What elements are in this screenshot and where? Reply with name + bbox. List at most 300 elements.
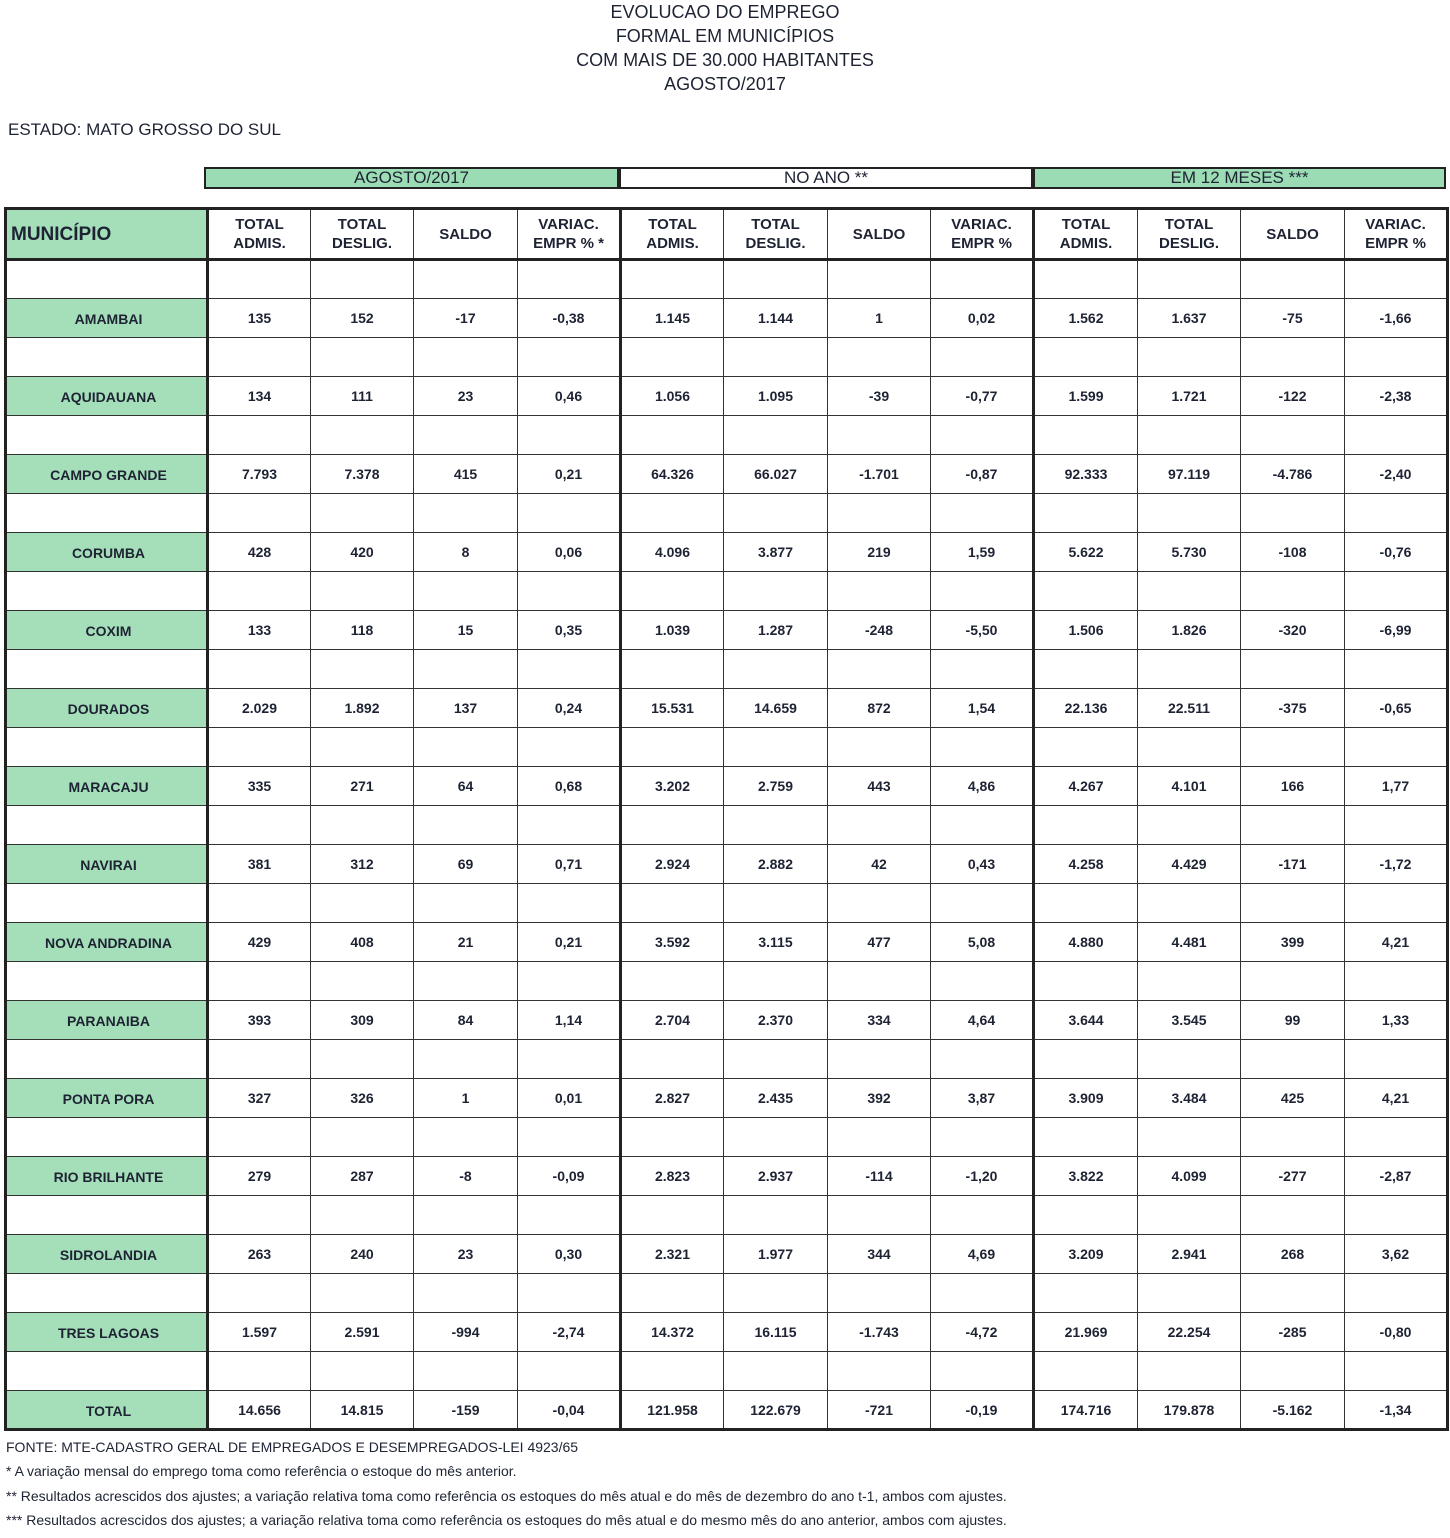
spacer-cell bbox=[1345, 416, 1448, 455]
spacer-cell bbox=[311, 884, 414, 923]
value-cell: -17 bbox=[414, 299, 518, 338]
municipio-name: MARACAJU bbox=[6, 767, 208, 806]
spacer-cell bbox=[931, 494, 1034, 533]
spacer-cell bbox=[1034, 962, 1138, 1001]
value-cell: 14.815 bbox=[311, 1391, 414, 1430]
spacer-row bbox=[6, 806, 1448, 845]
spacer-row bbox=[6, 1040, 1448, 1079]
spacer-cell bbox=[724, 494, 828, 533]
spacer-cell bbox=[1034, 728, 1138, 767]
spacer-cell bbox=[414, 260, 518, 299]
value-cell: 1,14 bbox=[518, 1001, 621, 1040]
spacer-cell bbox=[828, 884, 931, 923]
value-cell: 15 bbox=[414, 611, 518, 650]
value-cell: 14.659 bbox=[724, 689, 828, 728]
spacer-cell bbox=[1034, 1040, 1138, 1079]
band-year: NO ANO ** bbox=[619, 167, 1033, 189]
value-cell: -114 bbox=[828, 1157, 931, 1196]
report-title bbox=[0, 0, 1450, 96]
value-cell: -0,65 bbox=[1345, 689, 1448, 728]
spacer-cell bbox=[1034, 572, 1138, 611]
footer-source: FONTE: MTE-CADASTRO GERAL DE EMPREGADOS E DESEMPREGADOS-LEI 4923/65 bbox=[6, 1439, 579, 1455]
value-cell: 1.597 bbox=[208, 1313, 311, 1352]
value-cell: 2.827 bbox=[621, 1079, 724, 1118]
value-cell: 3.115 bbox=[724, 923, 828, 962]
value-cell: 0,43 bbox=[931, 845, 1034, 884]
value-cell: 279 bbox=[208, 1157, 311, 1196]
spacer-cell bbox=[6, 1040, 208, 1079]
spacer-cell bbox=[931, 1274, 1034, 1313]
spacer-cell bbox=[621, 494, 724, 533]
spacer-cell bbox=[311, 494, 414, 533]
value-cell: 23 bbox=[414, 377, 518, 416]
value-cell: 0,24 bbox=[518, 689, 621, 728]
value-cell: 392 bbox=[828, 1079, 931, 1118]
value-cell: 2.435 bbox=[724, 1079, 828, 1118]
header-variac: VARIAC. EMPR % bbox=[931, 209, 1034, 260]
spacer-cell bbox=[311, 1196, 414, 1235]
spacer-cell bbox=[6, 260, 208, 299]
spacer-cell bbox=[6, 1118, 208, 1157]
spacer-cell bbox=[931, 572, 1034, 611]
value-cell: -0,09 bbox=[518, 1157, 621, 1196]
title-line-3: COM MAIS DE 30.000 HABITANTES bbox=[576, 50, 874, 70]
spacer-cell bbox=[208, 338, 311, 377]
spacer-cell bbox=[1345, 1352, 1448, 1391]
spacer-cell bbox=[1345, 650, 1448, 689]
spacer-row bbox=[6, 884, 1448, 923]
spacer-cell bbox=[1138, 1196, 1241, 1235]
spacer-cell bbox=[414, 1352, 518, 1391]
value-cell: -2,38 bbox=[1345, 377, 1448, 416]
value-cell: 152 bbox=[311, 299, 414, 338]
value-cell: 4,86 bbox=[931, 767, 1034, 806]
table-row bbox=[6, 299, 1448, 338]
table-row bbox=[6, 1157, 1448, 1196]
spacer-cell bbox=[1345, 1118, 1448, 1157]
spacer-cell bbox=[518, 416, 621, 455]
value-cell: 4.267 bbox=[1034, 767, 1138, 806]
value-cell: 326 bbox=[311, 1079, 414, 1118]
value-cell: 0,01 bbox=[518, 1079, 621, 1118]
spacer-cell bbox=[518, 650, 621, 689]
band-twelve-months: EM 12 MESES *** bbox=[1033, 167, 1446, 189]
value-cell: 1.506 bbox=[1034, 611, 1138, 650]
value-cell: 2.941 bbox=[1138, 1235, 1241, 1274]
header-total-admis: TOTAL ADMIS. bbox=[621, 209, 724, 260]
spacer-cell bbox=[1241, 416, 1345, 455]
spacer-cell bbox=[1241, 1118, 1345, 1157]
value-cell: -2,40 bbox=[1345, 455, 1448, 494]
spacer-cell bbox=[208, 962, 311, 1001]
value-cell: -1,66 bbox=[1345, 299, 1448, 338]
spacer-cell bbox=[724, 1196, 828, 1235]
spacer-cell bbox=[621, 260, 724, 299]
spacer-cell bbox=[1138, 260, 1241, 299]
spacer-cell bbox=[621, 338, 724, 377]
spacer-cell bbox=[208, 728, 311, 767]
value-cell: 4.101 bbox=[1138, 767, 1241, 806]
spacer-cell bbox=[208, 1118, 311, 1157]
spacer-row bbox=[6, 728, 1448, 767]
value-cell: 1.039 bbox=[621, 611, 724, 650]
footer-note-3: *** Resultados acrescidos dos ajustes; a variação relativa toma como referência os estoques do mês atual e do mesmo mês do ano anterior, ambos com ajustes. bbox=[6, 1512, 1007, 1528]
value-cell: 1,77 bbox=[1345, 767, 1448, 806]
spacer-cell bbox=[6, 1274, 208, 1313]
spacer-cell bbox=[6, 962, 208, 1001]
spacer-cell bbox=[724, 884, 828, 923]
spacer-cell bbox=[6, 1352, 208, 1391]
spacer-cell bbox=[208, 1352, 311, 1391]
municipio-name: AMAMBAI bbox=[6, 299, 208, 338]
value-cell: 134 bbox=[208, 377, 311, 416]
value-cell: -122 bbox=[1241, 377, 1345, 416]
spacer-cell bbox=[518, 338, 621, 377]
value-cell: 443 bbox=[828, 767, 931, 806]
value-cell: 2.759 bbox=[724, 767, 828, 806]
spacer-cell bbox=[518, 962, 621, 1001]
header-row bbox=[6, 209, 1448, 260]
spacer-cell bbox=[1034, 650, 1138, 689]
value-cell: 429 bbox=[208, 923, 311, 962]
value-cell: 309 bbox=[311, 1001, 414, 1040]
value-cell: -1,72 bbox=[1345, 845, 1448, 884]
value-cell: -248 bbox=[828, 611, 931, 650]
value-cell: 3.202 bbox=[621, 767, 724, 806]
spacer-row bbox=[6, 572, 1448, 611]
spacer-cell bbox=[621, 416, 724, 455]
spacer-cell bbox=[724, 572, 828, 611]
spacer-row bbox=[6, 1352, 1448, 1391]
value-cell: 4.096 bbox=[621, 533, 724, 572]
value-cell: 3.592 bbox=[621, 923, 724, 962]
value-cell: -4,72 bbox=[931, 1313, 1034, 1352]
spacer-cell bbox=[724, 1118, 828, 1157]
value-cell: -159 bbox=[414, 1391, 518, 1430]
value-cell: -2,87 bbox=[1345, 1157, 1448, 1196]
value-cell: 1.562 bbox=[1034, 299, 1138, 338]
spacer-cell bbox=[1345, 1196, 1448, 1235]
value-cell: 1 bbox=[414, 1079, 518, 1118]
spacer-cell bbox=[931, 1196, 1034, 1235]
value-cell: 1.892 bbox=[311, 689, 414, 728]
spacer-cell bbox=[1034, 1352, 1138, 1391]
spacer-cell bbox=[6, 728, 208, 767]
spacer-cell bbox=[1138, 494, 1241, 533]
spacer-cell bbox=[1034, 806, 1138, 845]
value-cell: 0,21 bbox=[518, 923, 621, 962]
spacer-cell bbox=[621, 1040, 724, 1079]
spacer-cell bbox=[518, 1118, 621, 1157]
municipio-name: NAVIRAI bbox=[6, 845, 208, 884]
value-cell: -0,04 bbox=[518, 1391, 621, 1430]
spacer-cell bbox=[208, 416, 311, 455]
value-cell: 4.481 bbox=[1138, 923, 1241, 962]
value-cell: 3.877 bbox=[724, 533, 828, 572]
value-cell: 3.209 bbox=[1034, 1235, 1138, 1274]
spacer-cell bbox=[6, 806, 208, 845]
municipio-name: DOURADOS bbox=[6, 689, 208, 728]
spacer-cell bbox=[1345, 494, 1448, 533]
table-row bbox=[6, 1235, 1448, 1274]
header-total-deslig: TOTAL DESLIG. bbox=[724, 209, 828, 260]
table-row bbox=[6, 1079, 1448, 1118]
spacer-cell bbox=[1241, 338, 1345, 377]
value-cell: 334 bbox=[828, 1001, 931, 1040]
spacer-cell bbox=[1345, 260, 1448, 299]
spacer-cell bbox=[1241, 806, 1345, 845]
value-cell: -277 bbox=[1241, 1157, 1345, 1196]
spacer-cell bbox=[311, 1040, 414, 1079]
value-cell: 1.144 bbox=[724, 299, 828, 338]
value-cell: 8 bbox=[414, 533, 518, 572]
value-cell: 22.254 bbox=[1138, 1313, 1241, 1352]
value-cell: -1,34 bbox=[1345, 1391, 1448, 1430]
spacer-cell bbox=[208, 884, 311, 923]
spacer-cell bbox=[518, 884, 621, 923]
value-cell: 22.511 bbox=[1138, 689, 1241, 728]
value-cell: 3.545 bbox=[1138, 1001, 1241, 1040]
municipio-name: AQUIDAUANA bbox=[6, 377, 208, 416]
value-cell: 219 bbox=[828, 533, 931, 572]
value-cell: 0,30 bbox=[518, 1235, 621, 1274]
spacer-cell bbox=[1241, 1196, 1345, 1235]
spacer-cell bbox=[518, 494, 621, 533]
value-cell: 3.484 bbox=[1138, 1079, 1241, 1118]
municipio-name: PARANAIBA bbox=[6, 1001, 208, 1040]
spacer-cell bbox=[724, 962, 828, 1001]
spacer-cell bbox=[931, 728, 1034, 767]
value-cell: 166 bbox=[1241, 767, 1345, 806]
table-row bbox=[6, 1313, 1448, 1352]
value-cell: 111 bbox=[311, 377, 414, 416]
spacer-cell bbox=[828, 416, 931, 455]
value-cell: 271 bbox=[311, 767, 414, 806]
value-cell: 69 bbox=[414, 845, 518, 884]
spacer-cell bbox=[1138, 572, 1241, 611]
value-cell: 0,46 bbox=[518, 377, 621, 416]
spacer-cell bbox=[1345, 338, 1448, 377]
header-municipio: MUNICÍPIO bbox=[6, 209, 208, 260]
spacer-cell bbox=[724, 260, 828, 299]
value-cell: 2.321 bbox=[621, 1235, 724, 1274]
value-cell: 1.826 bbox=[1138, 611, 1241, 650]
value-cell: 137 bbox=[414, 689, 518, 728]
value-cell: 122.679 bbox=[724, 1391, 828, 1430]
spacer-cell bbox=[621, 806, 724, 845]
value-cell: 14.372 bbox=[621, 1313, 724, 1352]
spacer-cell bbox=[1138, 416, 1241, 455]
value-cell: 7.378 bbox=[311, 455, 414, 494]
spacer-cell bbox=[931, 1040, 1034, 1079]
spacer-cell bbox=[6, 572, 208, 611]
value-cell: 42 bbox=[828, 845, 931, 884]
spacer-cell bbox=[6, 338, 208, 377]
spacer-cell bbox=[208, 260, 311, 299]
value-cell: 4.099 bbox=[1138, 1157, 1241, 1196]
spacer-cell bbox=[1345, 884, 1448, 923]
value-cell: 3.909 bbox=[1034, 1079, 1138, 1118]
spacer-cell bbox=[6, 650, 208, 689]
value-cell: 133 bbox=[208, 611, 311, 650]
value-cell: 99 bbox=[1241, 1001, 1345, 1040]
value-cell: 1.721 bbox=[1138, 377, 1241, 416]
value-cell: 1.599 bbox=[1034, 377, 1138, 416]
spacer-cell bbox=[6, 494, 208, 533]
spacer-cell bbox=[518, 1352, 621, 1391]
spacer-cell bbox=[828, 650, 931, 689]
spacer-cell bbox=[311, 416, 414, 455]
spacer-cell bbox=[828, 494, 931, 533]
value-cell: 408 bbox=[311, 923, 414, 962]
spacer-cell bbox=[414, 338, 518, 377]
value-cell: -1,20 bbox=[931, 1157, 1034, 1196]
spacer-cell bbox=[6, 884, 208, 923]
spacer-cell bbox=[208, 1040, 311, 1079]
spacer-cell bbox=[828, 1196, 931, 1235]
spacer-row bbox=[6, 1118, 1448, 1157]
spacer-row bbox=[6, 338, 1448, 377]
spacer-cell bbox=[828, 1040, 931, 1079]
municipio-name: PONTA PORA bbox=[6, 1079, 208, 1118]
value-cell: 477 bbox=[828, 923, 931, 962]
value-cell: 16.115 bbox=[724, 1313, 828, 1352]
spacer-cell bbox=[931, 416, 1034, 455]
value-cell: 64.326 bbox=[621, 455, 724, 494]
spacer-cell bbox=[724, 650, 828, 689]
spacer-cell bbox=[1138, 1352, 1241, 1391]
spacer-cell bbox=[724, 1040, 828, 1079]
value-cell: 1,54 bbox=[931, 689, 1034, 728]
value-cell: -285 bbox=[1241, 1313, 1345, 1352]
title-line-4: AGOSTO/2017 bbox=[664, 74, 786, 94]
value-cell: 4,69 bbox=[931, 1235, 1034, 1274]
value-cell: 425 bbox=[1241, 1079, 1345, 1118]
value-cell: 7.793 bbox=[208, 455, 311, 494]
value-cell: 1,59 bbox=[931, 533, 1034, 572]
value-cell: 1.287 bbox=[724, 611, 828, 650]
spacer-row bbox=[6, 650, 1448, 689]
municipio-name: CORUMBA bbox=[6, 533, 208, 572]
value-cell: 2.704 bbox=[621, 1001, 724, 1040]
value-cell: 2.882 bbox=[724, 845, 828, 884]
spacer-cell bbox=[724, 1352, 828, 1391]
value-cell: 381 bbox=[208, 845, 311, 884]
spacer-cell bbox=[414, 1040, 518, 1079]
value-cell: -375 bbox=[1241, 689, 1345, 728]
spacer-cell bbox=[931, 338, 1034, 377]
spacer-cell bbox=[1034, 416, 1138, 455]
spacer-cell bbox=[1138, 1118, 1241, 1157]
value-cell: 420 bbox=[311, 533, 414, 572]
spacer-cell bbox=[931, 260, 1034, 299]
spacer-cell bbox=[931, 1118, 1034, 1157]
spacer-cell bbox=[1241, 962, 1345, 1001]
header-variac: VARIAC. EMPR % * bbox=[518, 209, 621, 260]
spacer-cell bbox=[724, 1274, 828, 1313]
spacer-cell bbox=[1241, 1274, 1345, 1313]
value-cell: -108 bbox=[1241, 533, 1345, 572]
value-cell: 118 bbox=[311, 611, 414, 650]
value-cell: -1.701 bbox=[828, 455, 931, 494]
spacer-cell bbox=[828, 338, 931, 377]
value-cell: 3.822 bbox=[1034, 1157, 1138, 1196]
spacer-cell bbox=[1345, 572, 1448, 611]
spacer-cell bbox=[1241, 1352, 1345, 1391]
spacer-cell bbox=[414, 1196, 518, 1235]
value-cell: -6,99 bbox=[1345, 611, 1448, 650]
spacer-cell bbox=[621, 1196, 724, 1235]
spacer-cell bbox=[414, 1118, 518, 1157]
value-cell: 3,62 bbox=[1345, 1235, 1448, 1274]
value-cell: 4,21 bbox=[1345, 923, 1448, 962]
header-total-deslig: TOTAL DESLIG. bbox=[311, 209, 414, 260]
value-cell: 335 bbox=[208, 767, 311, 806]
spacer-cell bbox=[414, 962, 518, 1001]
spacer-cell bbox=[6, 416, 208, 455]
value-cell: 97.119 bbox=[1138, 455, 1241, 494]
value-cell: 2.924 bbox=[621, 845, 724, 884]
spacer-cell bbox=[414, 806, 518, 845]
header-variac: VARIAC. EMPR % bbox=[1345, 209, 1448, 260]
spacer-cell bbox=[1345, 1274, 1448, 1313]
municipio-name: RIO BRILHANTE bbox=[6, 1157, 208, 1196]
spacer-cell bbox=[621, 1352, 724, 1391]
value-cell: 2.937 bbox=[724, 1157, 828, 1196]
spacer-cell bbox=[724, 728, 828, 767]
value-cell: 21 bbox=[414, 923, 518, 962]
spacer-cell bbox=[208, 650, 311, 689]
value-cell: 240 bbox=[311, 1235, 414, 1274]
spacer-row bbox=[6, 416, 1448, 455]
spacer-cell bbox=[518, 572, 621, 611]
value-cell: -0,76 bbox=[1345, 533, 1448, 572]
spacer-cell bbox=[931, 884, 1034, 923]
spacer-cell bbox=[1138, 650, 1241, 689]
municipio-name: SIDROLANDIA bbox=[6, 1235, 208, 1274]
spacer-cell bbox=[414, 728, 518, 767]
value-cell: -2,74 bbox=[518, 1313, 621, 1352]
value-cell: 0,68 bbox=[518, 767, 621, 806]
spacer-cell bbox=[1241, 650, 1345, 689]
value-cell: 1.977 bbox=[724, 1235, 828, 1274]
spacer-cell bbox=[828, 572, 931, 611]
table-row bbox=[6, 611, 1448, 650]
spacer-row bbox=[6, 260, 1448, 299]
spacer-cell bbox=[828, 1274, 931, 1313]
spacer-cell bbox=[1241, 884, 1345, 923]
spacer-cell bbox=[1138, 806, 1241, 845]
header-saldo: SALDO bbox=[1241, 209, 1345, 260]
spacer-cell bbox=[1138, 1040, 1241, 1079]
value-cell: 5.730 bbox=[1138, 533, 1241, 572]
spacer-cell bbox=[208, 1274, 311, 1313]
spacer-row bbox=[6, 494, 1448, 533]
spacer-cell bbox=[518, 1196, 621, 1235]
header-total-admis: TOTAL ADMIS. bbox=[208, 209, 311, 260]
value-cell: 399 bbox=[1241, 923, 1345, 962]
table-row bbox=[6, 377, 1448, 416]
value-cell: -5.162 bbox=[1241, 1391, 1345, 1430]
value-cell: 263 bbox=[208, 1235, 311, 1274]
spacer-cell bbox=[311, 1274, 414, 1313]
spacer-cell bbox=[931, 1352, 1034, 1391]
value-cell: 4,21 bbox=[1345, 1079, 1448, 1118]
spacer-cell bbox=[518, 1040, 621, 1079]
value-cell: 22.136 bbox=[1034, 689, 1138, 728]
table-body bbox=[6, 260, 1448, 1430]
spacer-cell bbox=[311, 260, 414, 299]
